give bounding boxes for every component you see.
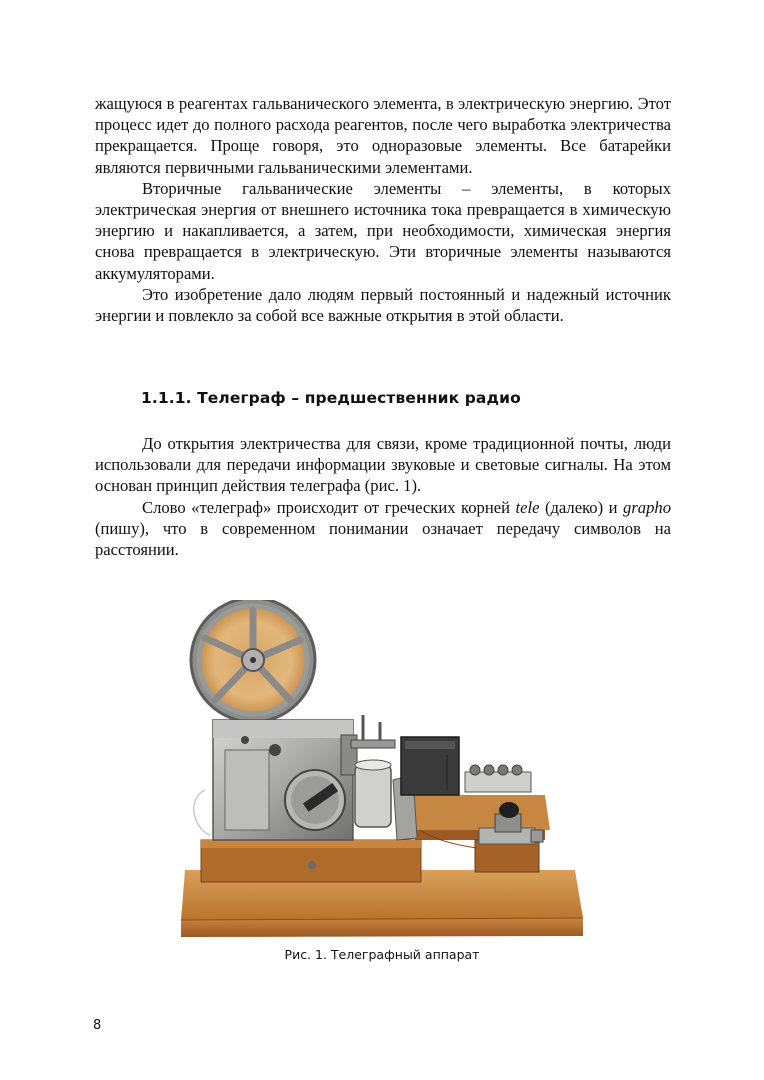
paragraph (95, 497, 671, 561)
body-text-top (95, 93, 671, 326)
paragraph-text: (далеко) и (539, 497, 624, 517)
section-heading: 1.1.1. Телеграф – предшественник радио (141, 389, 521, 407)
italic-term: grapho (623, 497, 671, 517)
italic-term: tele (515, 497, 540, 517)
paragraph-text: Слово «телеграф» происходит от греческих корней (142, 497, 516, 517)
paragraph-text: (пишу), что в современном понимании означает передачу символов на расстоянии. (95, 518, 671, 560)
paragraph: Вторичные гальванические элементы – элементы, в которых электрическая энергия от внешнего источника тока превращается в химическую энергию и накапливается, а затем, при необходимости, химическая энергия снова превращается в электрическую. Эти вторичные элементы называются аккумуляторами. (95, 178, 671, 283)
telegraph-apparatus-image (165, 600, 595, 945)
paragraph: жащуюся в реагентах гальванического элемента, в электрическую энергию. Этот процесс идет до полного расхода реагентов, после чего выработка электричества прекращается. Проще говоря, это одноразовые элементы. Все батарейки являются первичными гальваническими элементами. (95, 94, 671, 177)
page-number: 8 (93, 1018, 102, 1033)
figure-caption: Рис. 1. Телеграфный аппарат (284, 947, 480, 962)
paragraph: Это изобретение дало людям первый постоянный и надежный источник энергии и повлекло за собой все важные открытия в этой области. (95, 284, 671, 326)
paragraph: До открытия электричества для связи, кроме традиционной почты, люди использовали для передачи информации звуковые и световые сигналы. На этом основан принцип действия телеграфа (рис. 1). (95, 434, 671, 496)
body-text-bottom (95, 433, 671, 560)
